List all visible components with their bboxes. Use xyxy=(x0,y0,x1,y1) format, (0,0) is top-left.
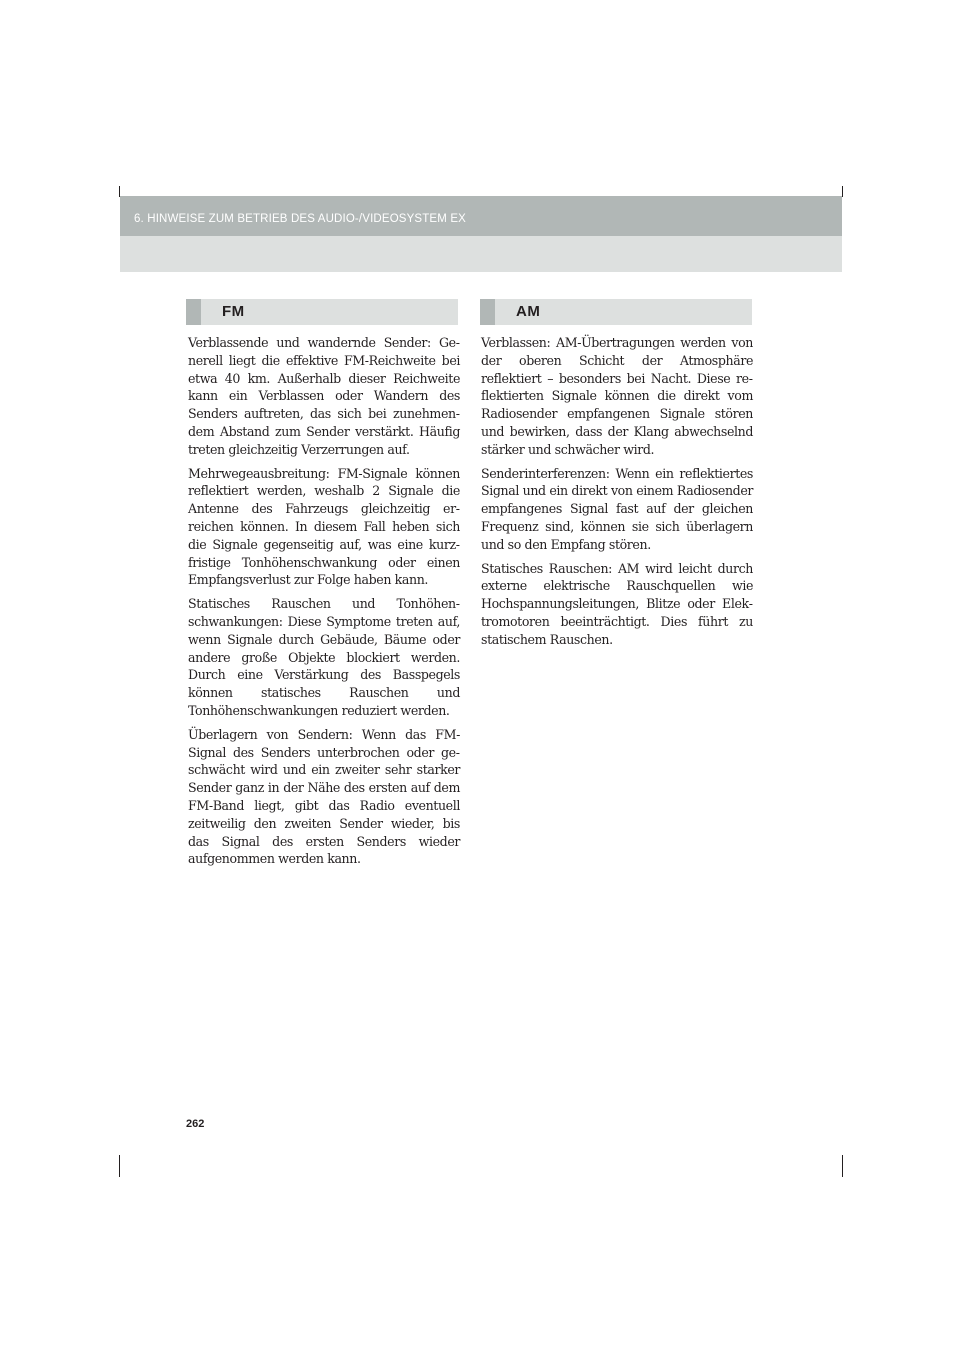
paragraph: Senderinterferenzen: Wenn ein reflektiertes Signal und ein direkt von einem Radiosender empfangenes Signal fast auf der gleichen Frequenz sind, können sie sich überlagern und so den Empfang stören. xyxy=(481,465,753,552)
section-heading-am xyxy=(480,299,752,325)
paragraph: Mehrwegeausbreitung: FM-Signale können reflektiert werden, weshalb 2 Signale die Antenne des Fahrzeugs gleichzeitig erreichen können. In diesem Fall heben sich die Signale gegenseitig auf, was eine kurzfristige Tonhöhenschwankung oder einen Empfangsverlust zur Folge haben kann. xyxy=(188,465,460,588)
crop-mark-top-right xyxy=(842,186,843,197)
crop-mark-bottom-left xyxy=(119,1155,120,1177)
am-text-column xyxy=(481,334,753,655)
crop-mark-bottom-right xyxy=(842,1155,843,1177)
paragraph: Überlagern von Sendern: Wenn das FM-Signal des Senders unterbrochen oder geschwächt wird und ein zweiter sehr starker Sender ganz in der Nähe des ersten auf dem FM-Band liegt, gibt das Radio eventuell zeitweilig den zweiten Sender wieder, bis das Signal des ersten Senders wieder aufgenommen werden kann. xyxy=(188,726,460,867)
paragraph: Verblassen: AM-Übertragungen werden von der oberen Schicht der Atmosphäre reflektiert – besonders bei Nacht. Diese reflektierten Signale können die direkt vom Radiosender empfangenen Signale stören und bewirken, dass der Klang abwechselnd stärker und schwächer wird. xyxy=(481,335,753,457)
section-marker xyxy=(186,299,201,325)
paragraph: Statisches Rauschen: AM wird leicht durch externe elektrische Rauschquellen wie Hochspannungsleitungen, Blitze oder Elektromotoren beeinträchtigt. Dies führt zu statischem Rauschen. xyxy=(481,560,753,647)
fm-text-column xyxy=(188,334,460,874)
paragraph: Statisches Rauschen und Tonhöhenschwankungen: Diese Symptome treten auf, wenn Signale durch Gebäude, Bäume oder andere große Objekte blockiert werden. Durch eine Verstärkung des Basspegels können statisches Rauschen und Tonhöhenschwankungen reduziert werden. xyxy=(188,596,460,718)
paragraph: Verblassende und wandernde Sender: Generell liegt die effektive FM-Reichweite bei etwa 40 km. Außerhalb dieser Reichweite kann ein Verblassen oder Wandern des Senders auftreten, das sich bei zunehmendem Abstand zum Sender verstärkt. Häufig treten gleichzeitig Verzerrungen auf. xyxy=(188,335,460,457)
section-heading-label: FM xyxy=(222,303,245,320)
section-marker xyxy=(480,299,495,325)
page-number: 262 xyxy=(186,1118,205,1130)
chapter-title: 6. HINWEISE ZUM BETRIEB DES AUDIO-/VIDEOSYSTEM EX xyxy=(134,213,466,225)
section-heading-label: AM xyxy=(516,303,541,320)
section-heading-fm xyxy=(186,299,458,325)
